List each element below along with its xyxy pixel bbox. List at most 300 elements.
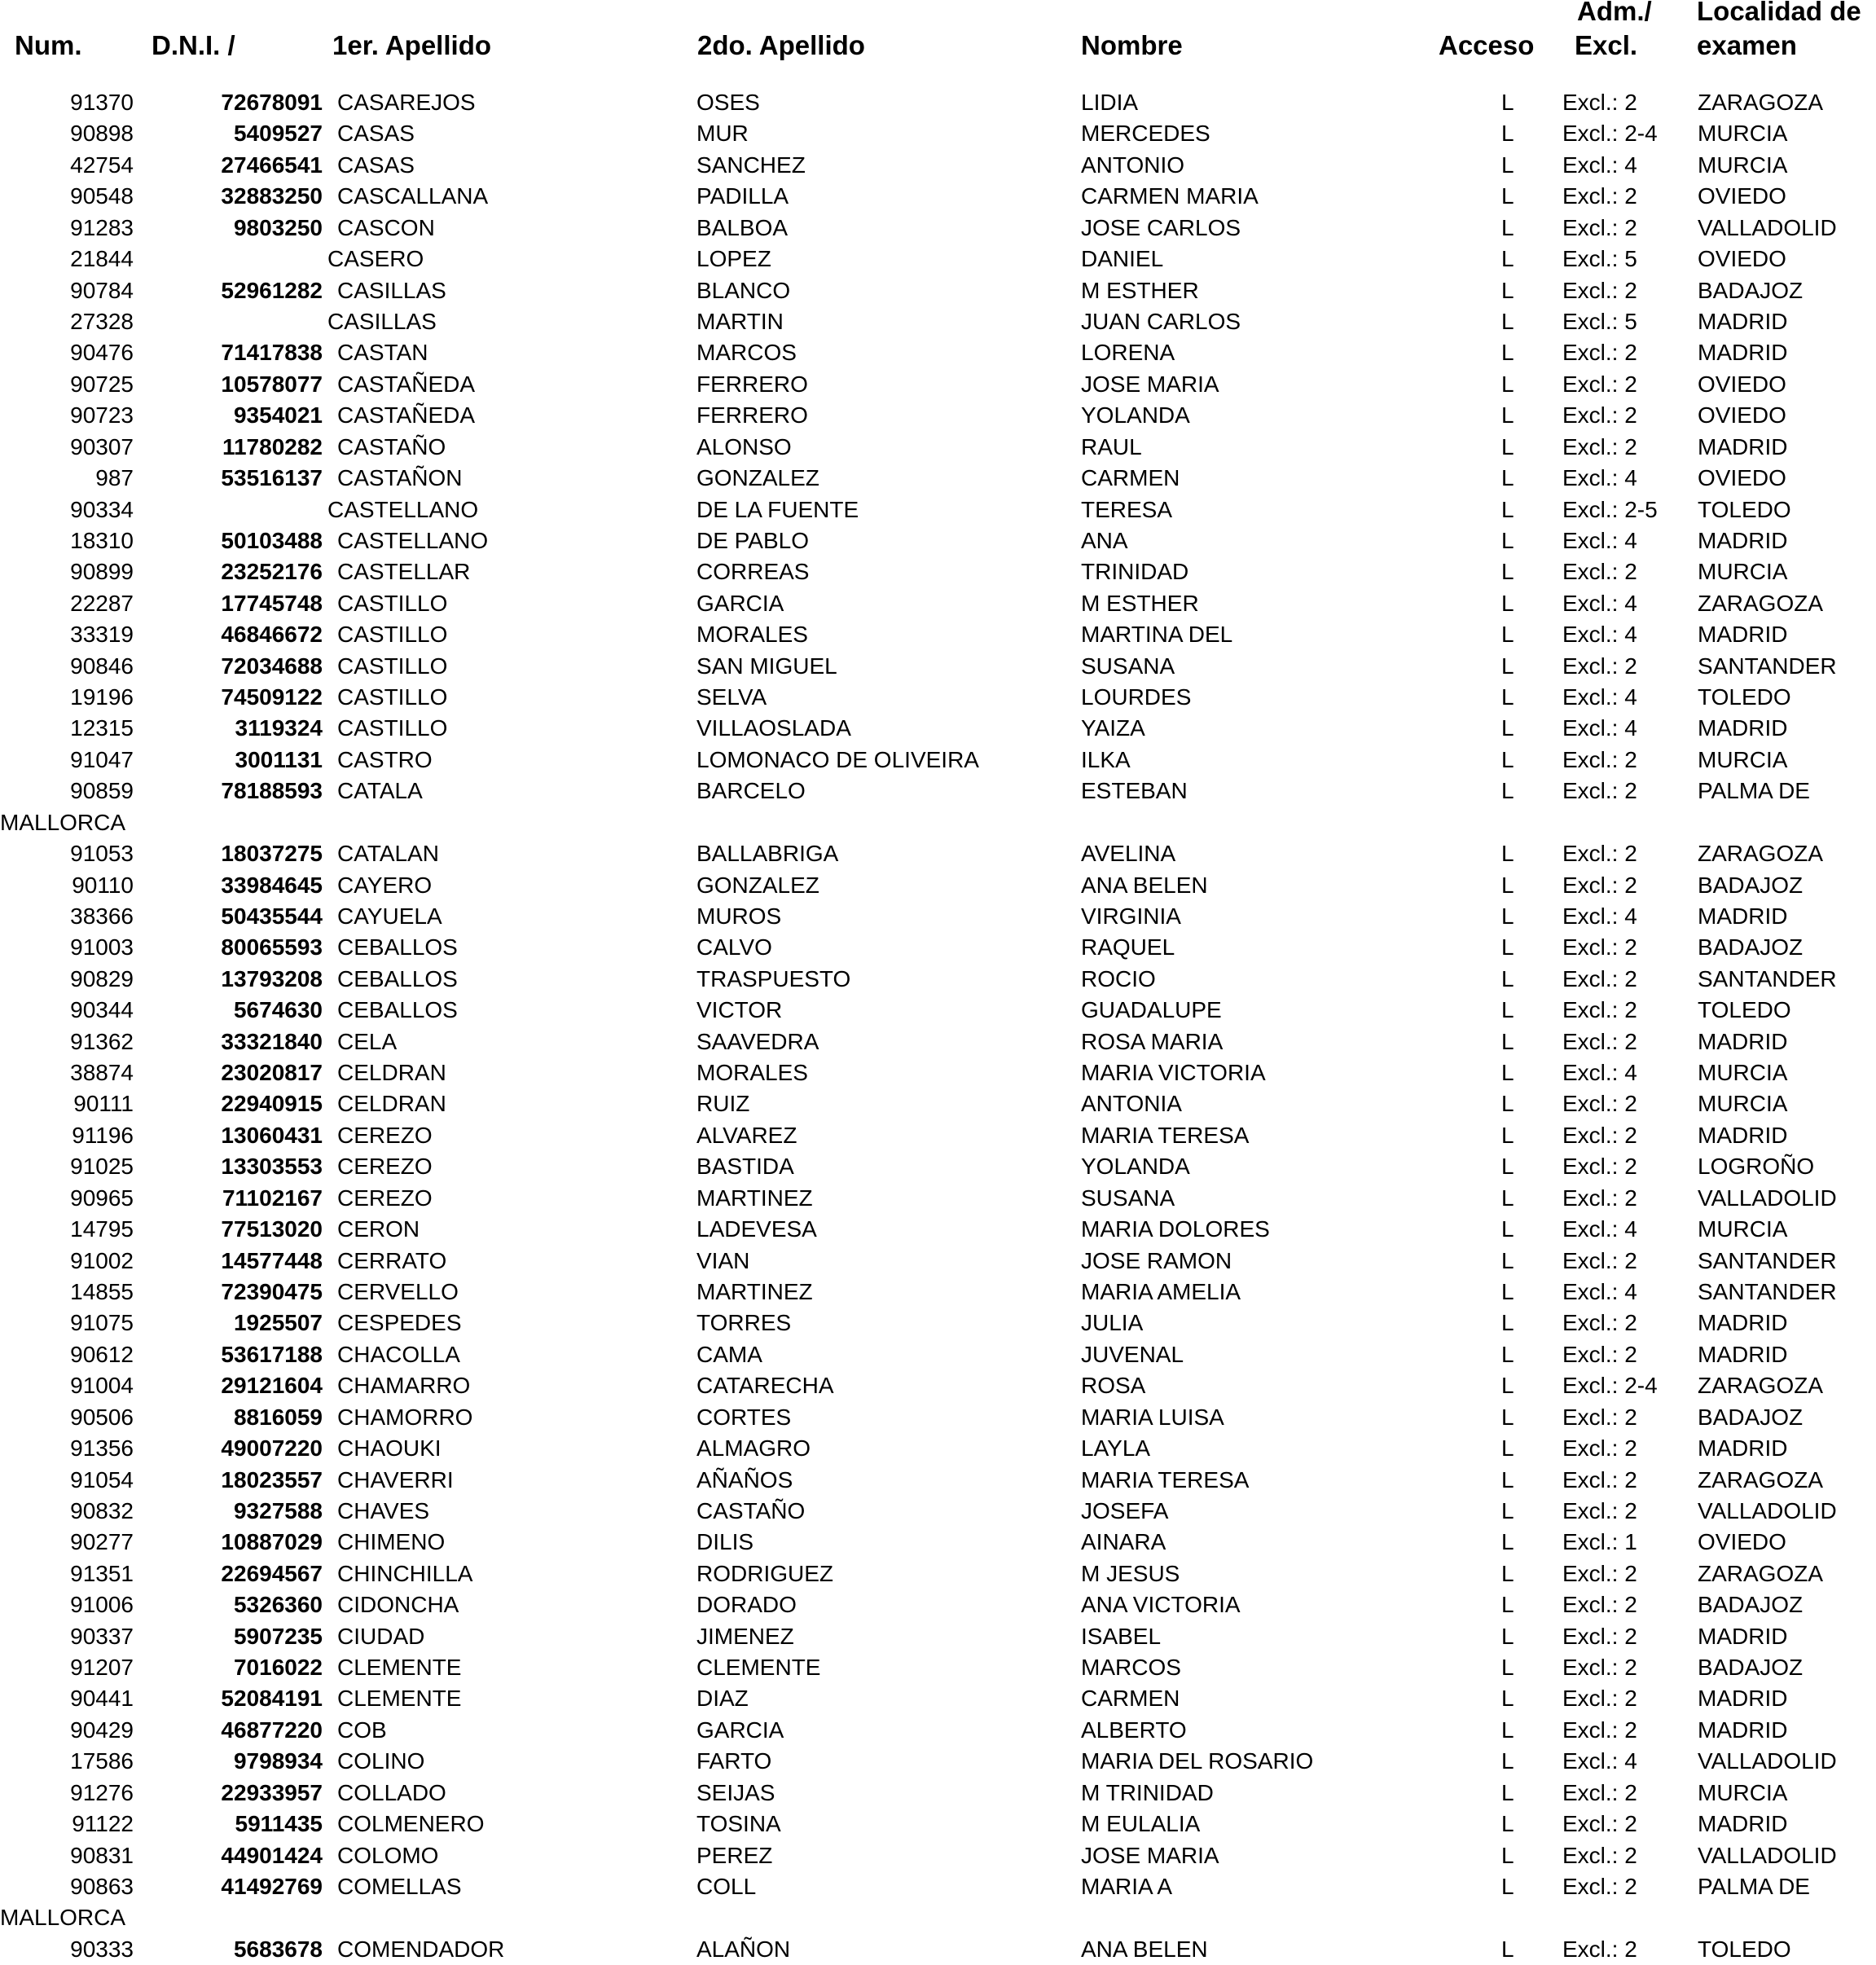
cell-apellido1: COLINO: [337, 1748, 425, 1774]
cell-acceso: L: [1501, 1185, 1514, 1211]
cell-nombre: MARIA DEL ROSARIO: [1081, 1748, 1314, 1774]
cell-num: 90429: [70, 1717, 134, 1743]
cell-localidad: BADAJOZ: [1698, 1655, 1804, 1680]
cell-localidad: MADRID: [1698, 308, 1788, 334]
cell-nombre: GUADALUPE: [1081, 997, 1222, 1023]
header-localidad-line1: Localidad de: [1697, 0, 1861, 26]
cell-nombre: JULIA: [1081, 1310, 1144, 1336]
table-row: [0, 556, 1876, 587]
cell-num: 38874: [70, 1060, 134, 1085]
cell-dni: 9798934: [233, 1748, 323, 1774]
cell-apellido2: BARCELO: [696, 778, 806, 804]
cell-apellido2: VIAN: [696, 1247, 750, 1273]
table-row: [0, 682, 1876, 713]
cell-acceso: L: [1501, 590, 1514, 616]
cell-dni: 32883250: [221, 183, 323, 209]
cell-acceso: L: [1501, 1279, 1514, 1304]
cell-nombre: JOSE CARLOS: [1081, 214, 1241, 240]
cell-nombre: ROSA MARIA: [1081, 1028, 1224, 1054]
cell-apellido1: CATALAN: [337, 841, 439, 867]
table-row: [0, 244, 1876, 275]
cell-localidad: MURCIA: [1698, 1060, 1788, 1085]
cell-adm-excl: Excl.: 2: [1562, 340, 1637, 366]
cell-apellido2: SAAVEDRA: [696, 1028, 819, 1054]
table-row: [0, 1746, 1876, 1777]
cell-apellido2: ALAÑON: [696, 1936, 791, 1962]
cell-dni: 7016022: [233, 1655, 323, 1680]
cell-acceso: L: [1501, 559, 1514, 585]
table-row: [0, 1151, 1876, 1182]
cell-acceso: L: [1501, 1717, 1514, 1743]
table-row: [0, 995, 1876, 1026]
table-row: [0, 1558, 1876, 1589]
cell-acceso: L: [1501, 1592, 1514, 1618]
cell-apellido2: PADILLA: [696, 183, 789, 209]
cell-nombre: M ESTHER: [1081, 590, 1199, 616]
cell-acceso: L: [1501, 1655, 1514, 1680]
cell-apellido1: CESPEDES: [337, 1310, 462, 1336]
cell-adm-excl: Excl.: 2-4: [1562, 1373, 1658, 1399]
cell-acceso: L: [1501, 1529, 1514, 1555]
cell-dni: 9354021: [233, 402, 323, 429]
cell-num: 38366: [70, 903, 134, 929]
cell-apellido1: CHACOLLA: [337, 1341, 460, 1367]
cell-dni: 5907235: [233, 1623, 323, 1649]
cell-localidad: MADRID: [1698, 1435, 1788, 1462]
table-row: [0, 964, 1876, 995]
table-row: [0, 1621, 1876, 1652]
cell-acceso: L: [1501, 214, 1514, 240]
cell-apellido1: CELDRAN: [337, 1091, 446, 1117]
cell-dni: 72390475: [221, 1279, 323, 1304]
cell-localidad: BADAJOZ: [1698, 1592, 1804, 1618]
cell-acceso: L: [1501, 121, 1514, 147]
cell-adm-excl: Excl.: 2: [1562, 1623, 1637, 1649]
cell-apellido1: CASTELLANO: [327, 496, 479, 522]
cell-nombre: TRINIDAD: [1081, 559, 1189, 585]
cell-adm-excl: Excl.: 2: [1562, 1592, 1637, 1618]
cell-num: 90725: [70, 371, 134, 397]
cell-num: 91003: [70, 934, 134, 961]
cell-dni: 13060431: [221, 1122, 323, 1148]
table-row: [0, 1871, 1876, 1902]
cell-acceso: L: [1501, 1435, 1514, 1462]
cell-adm-excl: Excl.: 2: [1562, 402, 1637, 429]
cell-dni: 33984645: [221, 872, 323, 898]
table-row: [0, 1527, 1876, 1558]
cell-nombre: AVELINA: [1081, 841, 1176, 867]
cell-apellido1: CHAVERRI: [337, 1466, 454, 1492]
cell-localidad: ZARAGOZA: [1698, 1373, 1824, 1399]
cell-acceso: L: [1501, 277, 1514, 303]
cell-apellido1: CLEMENTE: [337, 1686, 462, 1712]
cell-adm-excl: Excl.: 4: [1562, 1060, 1637, 1085]
cell-adm-excl: Excl.: 4: [1562, 590, 1637, 616]
cell-dni: 22940915: [221, 1091, 323, 1117]
cell-nombre: YAIZA: [1081, 715, 1145, 741]
cell-acceso: L: [1501, 997, 1514, 1023]
cell-num: 90832: [70, 1497, 134, 1523]
cell-num: 27328: [70, 308, 134, 334]
cell-num: 17586: [70, 1748, 134, 1774]
cell-localidad: LOGROÑO: [1698, 1154, 1815, 1180]
cell-localidad: BADAJOZ: [1698, 872, 1804, 898]
cell-apellido1: CASTILLO: [337, 684, 448, 710]
table-row: [0, 87, 1876, 118]
cell-nombre: M JESUS: [1081, 1560, 1180, 1586]
cell-nombre: MARIA TERESA: [1081, 1122, 1250, 1148]
cell-localidad: ZARAGOZA: [1698, 841, 1824, 867]
header-adm-excl-line1: Adm./: [1577, 0, 1652, 26]
cell-apellido1: CIDONCHA: [337, 1592, 459, 1618]
cell-localidad: MADRID: [1698, 903, 1788, 929]
table-row: [0, 588, 1876, 619]
cell-nombre: RAQUEL: [1081, 934, 1175, 961]
cell-nombre: DANIEL: [1081, 246, 1164, 272]
table-row: [0, 1120, 1876, 1151]
cell-dni: 50435544: [221, 903, 323, 929]
cell-localidad: ZARAGOZA: [1698, 590, 1824, 616]
table-row: [0, 1277, 1876, 1308]
cell-num: 90965: [70, 1185, 134, 1211]
cell-apellido2: CORREAS: [696, 559, 810, 585]
cell-adm-excl: Excl.: 4: [1562, 527, 1637, 553]
table-row: [0, 1214, 1876, 1245]
cell-adm-excl: Excl.: 2: [1562, 1873, 1637, 1899]
table-row: [0, 150, 1876, 181]
cell-acceso: L: [1501, 684, 1514, 710]
table-row: [0, 1652, 1876, 1683]
cell-apellido2: AÑAÑOS: [696, 1466, 793, 1492]
cell-adm-excl: Excl.: 4: [1562, 684, 1637, 710]
cell-acceso: L: [1501, 1779, 1514, 1805]
cell-nombre: CARMEN: [1081, 1686, 1180, 1712]
cell-nombre: YOLANDA: [1081, 1154, 1190, 1180]
cell-localidad: MADRID: [1698, 622, 1788, 648]
cell-nombre: ANTONIO: [1081, 152, 1185, 178]
cell-acceso: L: [1501, 246, 1514, 272]
cell-adm-excl: Excl.: 2: [1562, 1247, 1637, 1273]
cell-apellido2: SAN MIGUEL: [696, 653, 837, 679]
cell-dni: 74509122: [221, 684, 323, 710]
cell-apellido2: RUIZ: [696, 1091, 750, 1117]
cell-apellido1: CASCALLANA: [337, 183, 489, 209]
cell-num: 90344: [70, 997, 134, 1023]
cell-dni: 71102167: [222, 1185, 323, 1211]
cell-adm-excl: Excl.: 2: [1562, 872, 1637, 898]
cell-adm-excl: Excl.: 2: [1562, 997, 1637, 1023]
cell-apellido1: CASILLAS: [337, 277, 446, 303]
cell-adm-excl: Excl.: 2: [1562, 778, 1637, 804]
cell-apellido2: FARTO: [696, 1748, 772, 1774]
header-nombre: Nombre: [1081, 30, 1183, 60]
cell-adm-excl: Excl.: 2-4: [1562, 121, 1658, 147]
cell-apellido1: CASTAÑON: [337, 465, 463, 490]
table-row: [0, 1683, 1876, 1714]
cell-num: 42754: [70, 152, 134, 178]
cell-num: 90784: [70, 277, 134, 303]
cell-apellido1: CASILLAS: [327, 308, 437, 334]
cell-apellido1: CASERO: [327, 246, 424, 272]
cell-acceso: L: [1501, 778, 1514, 804]
cell-nombre: ROSA: [1081, 1373, 1146, 1399]
cell-apellido2: MARCOS: [696, 340, 797, 366]
cell-localidad: MADRID: [1698, 715, 1788, 741]
cell-num: 19196: [70, 684, 134, 710]
cell-dni: 1925507: [233, 1310, 323, 1336]
table-row: [0, 495, 1876, 525]
cell-adm-excl: Excl.: 2: [1562, 90, 1637, 115]
table-row: [0, 306, 1876, 337]
header-localidad-line2: examen: [1697, 30, 1797, 60]
header-dni: D.N.I. /: [152, 30, 235, 60]
cell-localidad: OVIEDO: [1698, 465, 1786, 490]
table-row: [0, 1026, 1876, 1057]
cell-apellido2: FERRERO: [696, 371, 808, 397]
cell-dni: 22933957: [221, 1779, 323, 1805]
table-row: [0, 870, 1876, 901]
cell-acceso: L: [1501, 308, 1514, 334]
cell-num: 90612: [70, 1341, 134, 1367]
cell-apellido2: SEIJAS: [696, 1779, 775, 1805]
cell-dni: 72678091: [221, 90, 323, 115]
cell-nombre: MARIA A: [1081, 1873, 1173, 1899]
cell-num: 91276: [70, 1779, 134, 1805]
cell-num: 90548: [70, 183, 134, 209]
cell-acceso: L: [1501, 90, 1514, 115]
cell-adm-excl: Excl.: 2: [1562, 1091, 1637, 1117]
cell-adm-excl: Excl.: 2: [1562, 1717, 1637, 1743]
cell-apellido2: ALVAREZ: [696, 1122, 797, 1148]
cell-num: 14855: [70, 1279, 134, 1304]
cell-num: 91002: [70, 1247, 134, 1273]
table-row: [0, 1496, 1876, 1527]
cell-localidad: BADAJOZ: [1698, 277, 1804, 303]
cell-acceso: L: [1501, 1373, 1514, 1399]
cell-adm-excl: Excl.: 2: [1562, 1842, 1637, 1868]
header-acceso: Acceso: [1439, 30, 1535, 60]
cell-adm-excl: Excl.: 2: [1562, 1185, 1637, 1211]
cell-num: 90723: [70, 402, 134, 429]
cell-apellido1: CASTAÑEDA: [337, 402, 476, 429]
cell-num: 21844: [70, 246, 134, 272]
cell-apellido1: CHAMARRO: [337, 1373, 471, 1399]
cell-apellido2: BALBOA: [696, 214, 789, 240]
cell-apellido2: GARCIA: [696, 1717, 784, 1743]
table-row: [0, 432, 1876, 463]
cell-localidad: TOLEDO: [1698, 684, 1791, 710]
cell-acceso: L: [1501, 340, 1514, 366]
table-row: [0, 901, 1876, 932]
cell-apellido1: COLMENERO: [337, 1811, 485, 1837]
cell-nombre: RAUL: [1081, 433, 1142, 459]
cell-nombre: JUVENAL: [1081, 1341, 1184, 1367]
cell-apellido2: DE LA FUENTE: [696, 496, 859, 522]
cell-acceso: L: [1501, 152, 1514, 178]
cell-adm-excl: Excl.: 2: [1562, 1466, 1637, 1492]
cell-nombre: MARIA TERESA: [1081, 1466, 1250, 1492]
cell-localidad: VALLADOLID: [1698, 1497, 1837, 1523]
cell-acceso: L: [1501, 496, 1514, 522]
cell-num: 91283: [70, 214, 134, 240]
table-row: [0, 745, 1876, 776]
table-row: [0, 1809, 1876, 1840]
cell-nombre: ILKA: [1081, 746, 1131, 772]
cell-adm-excl: Excl.: 4: [1562, 1748, 1637, 1774]
table-row: [0, 1465, 1876, 1496]
cell-apellido1: CASAS: [337, 121, 415, 147]
cell-apellido2: SELVA: [696, 684, 767, 710]
cell-dni: 53617188: [221, 1341, 323, 1367]
cell-acceso: L: [1501, 1936, 1514, 1962]
cell-dni: 5326360: [233, 1592, 323, 1618]
cell-apellido1: CEBALLOS: [337, 997, 458, 1023]
table-row: [0, 1778, 1876, 1809]
cell-nombre: JOSE MARIA: [1081, 1842, 1219, 1868]
table-row: [0, 525, 1876, 556]
cell-acceso: L: [1501, 1873, 1514, 1899]
table-row: [0, 1088, 1876, 1119]
cell-num: 90863: [70, 1873, 134, 1899]
cell-num: 91006: [70, 1592, 134, 1618]
cell-dni: 49007220: [221, 1435, 323, 1462]
cell-adm-excl: Excl.: 2: [1562, 433, 1637, 459]
cell-adm-excl: Excl.: 2: [1562, 1497, 1637, 1523]
cell-apellido2: DILIS: [696, 1529, 754, 1555]
cell-adm-excl: Excl.: 2: [1562, 746, 1637, 772]
cell-apellido2: SANCHEZ: [696, 152, 806, 178]
cell-adm-excl: Excl.: 4: [1562, 152, 1637, 178]
cell-localidad: SANTANDER: [1698, 653, 1837, 679]
cell-nombre: JOSEFA: [1081, 1497, 1169, 1523]
cell-acceso: L: [1501, 715, 1514, 741]
cell-acceso: L: [1501, 872, 1514, 898]
cell-nombre: LORENA: [1081, 340, 1175, 366]
cell-acceso: L: [1501, 903, 1514, 929]
cell-apellido2: OSES: [696, 90, 760, 115]
cell-localidad: PALMA DE: [1698, 1873, 1810, 1899]
cell-adm-excl: Excl.: 5: [1562, 246, 1637, 272]
cell-localidad: OVIEDO: [1698, 1529, 1786, 1555]
cell-apellido2: BALLABRIGA: [696, 841, 839, 867]
cell-localidad: BADAJOZ: [1698, 1404, 1804, 1430]
cell-apellido2: CAMA: [696, 1341, 762, 1367]
table-row: [0, 181, 1876, 212]
cell-apellido1: CERRATO: [337, 1247, 447, 1273]
cell-acceso: L: [1501, 653, 1514, 679]
cell-apellido1: COLOMO: [337, 1842, 439, 1868]
cell-apellido2: CASTAÑO: [696, 1497, 806, 1523]
cell-apellido1: CASCON: [337, 214, 435, 240]
cell-apellido1: CHINCHILLA: [337, 1560, 473, 1586]
cell-dni: 53516137: [221, 465, 323, 490]
cell-localidad-continuation: MALLORCA: [0, 1905, 126, 1931]
cell-adm-excl: Excl.: 2: [1562, 653, 1637, 679]
cell-localidad: MADRID: [1698, 1310, 1788, 1336]
cell-num: 90506: [70, 1404, 134, 1430]
table-row: [0, 932, 1876, 963]
cell-acceso: L: [1501, 1310, 1514, 1336]
cell-localidad: MADRID: [1698, 1811, 1788, 1837]
header-num: Num.: [15, 30, 82, 60]
cell-apellido2: CALVO: [696, 934, 772, 961]
cell-apellido1: CIUDAD: [337, 1623, 425, 1649]
cell-apellido1: CASAREJOS: [337, 90, 476, 115]
cell-dni: 18037275: [221, 841, 323, 867]
cell-apellido2: BASTIDA: [696, 1154, 794, 1180]
cell-num: 22287: [70, 590, 134, 616]
cell-adm-excl: Excl.: 1: [1562, 1529, 1637, 1555]
cell-dni: 9803250: [233, 214, 323, 240]
cell-localidad: MURCIA: [1698, 559, 1788, 585]
cell-apellido2: GONZALEZ: [696, 872, 819, 898]
table-row: [0, 275, 1876, 306]
cell-acceso: L: [1501, 1842, 1514, 1868]
cell-acceso: L: [1501, 1060, 1514, 1085]
cell-num: 90899: [70, 559, 134, 585]
cell-acceso: L: [1501, 934, 1514, 961]
header-adm-excl-line2: Excl.: [1575, 30, 1638, 60]
cell-apellido2: LOMONACO DE OLIVEIRA: [696, 746, 979, 772]
cell-nombre: ANA VICTORIA: [1081, 1592, 1241, 1618]
cell-apellido1: CEREZO: [337, 1122, 433, 1148]
cell-dni: 29121604: [221, 1373, 323, 1399]
cell-apellido2: MARTIN: [696, 308, 784, 334]
cell-acceso: L: [1501, 1748, 1514, 1774]
table-row: [0, 463, 1876, 494]
cell-acceso: L: [1501, 402, 1514, 429]
cell-localidad: SANTANDER: [1698, 965, 1837, 991]
cell-num: 987: [95, 465, 134, 490]
cell-apellido1: COB: [337, 1717, 387, 1743]
cell-localidad: VALLADOLID: [1698, 1185, 1837, 1211]
cell-localidad: MURCIA: [1698, 152, 1788, 178]
cell-localidad: OVIEDO: [1698, 371, 1786, 397]
cell-apellido1: CEREZO: [337, 1185, 433, 1211]
cell-localidad: MADRID: [1698, 433, 1788, 459]
cell-nombre: ESTEBAN: [1081, 778, 1188, 804]
cell-apellido1: CERVELLO: [337, 1279, 459, 1304]
cell-dni: 5674630: [233, 997, 323, 1023]
cell-num: 91047: [70, 746, 134, 772]
cell-dni: 10578077: [221, 371, 323, 397]
cell-adm-excl: Excl.: 2: [1562, 841, 1637, 867]
cell-num: 12315: [70, 715, 134, 741]
cell-localidad: MADRID: [1698, 1122, 1788, 1148]
cell-apellido2: MORALES: [696, 1060, 808, 1085]
table-row: [0, 1433, 1876, 1464]
cell-nombre: ANA BELEN: [1081, 872, 1208, 898]
table-row: [0, 838, 1876, 869]
cell-apellido2: MARTINEZ: [696, 1279, 813, 1304]
cell-dni: 18023557: [221, 1466, 323, 1492]
cell-dni: 52084191: [221, 1686, 323, 1712]
cell-localidad: MURCIA: [1698, 1091, 1788, 1117]
header-apellido2: 2do. Apellido: [697, 30, 865, 60]
table-row: [0, 1308, 1876, 1339]
cell-nombre: YOLANDA: [1081, 402, 1190, 429]
cell-nombre: MARIA LUISA: [1081, 1404, 1224, 1430]
cell-apellido2: CLEMENTE: [696, 1655, 821, 1680]
cell-nombre: MARIA DOLORES: [1081, 1216, 1270, 1242]
cell-num: 90476: [70, 340, 134, 366]
cell-num: 91207: [70, 1655, 134, 1680]
cell-apellido1: CELDRAN: [337, 1060, 446, 1085]
cell-dni: 5409527: [233, 121, 323, 147]
cell-apellido1: CAYUELA: [337, 903, 442, 929]
cell-nombre: JOSE RAMON: [1081, 1247, 1232, 1273]
cell-apellido1: CASTAÑO: [337, 433, 446, 459]
